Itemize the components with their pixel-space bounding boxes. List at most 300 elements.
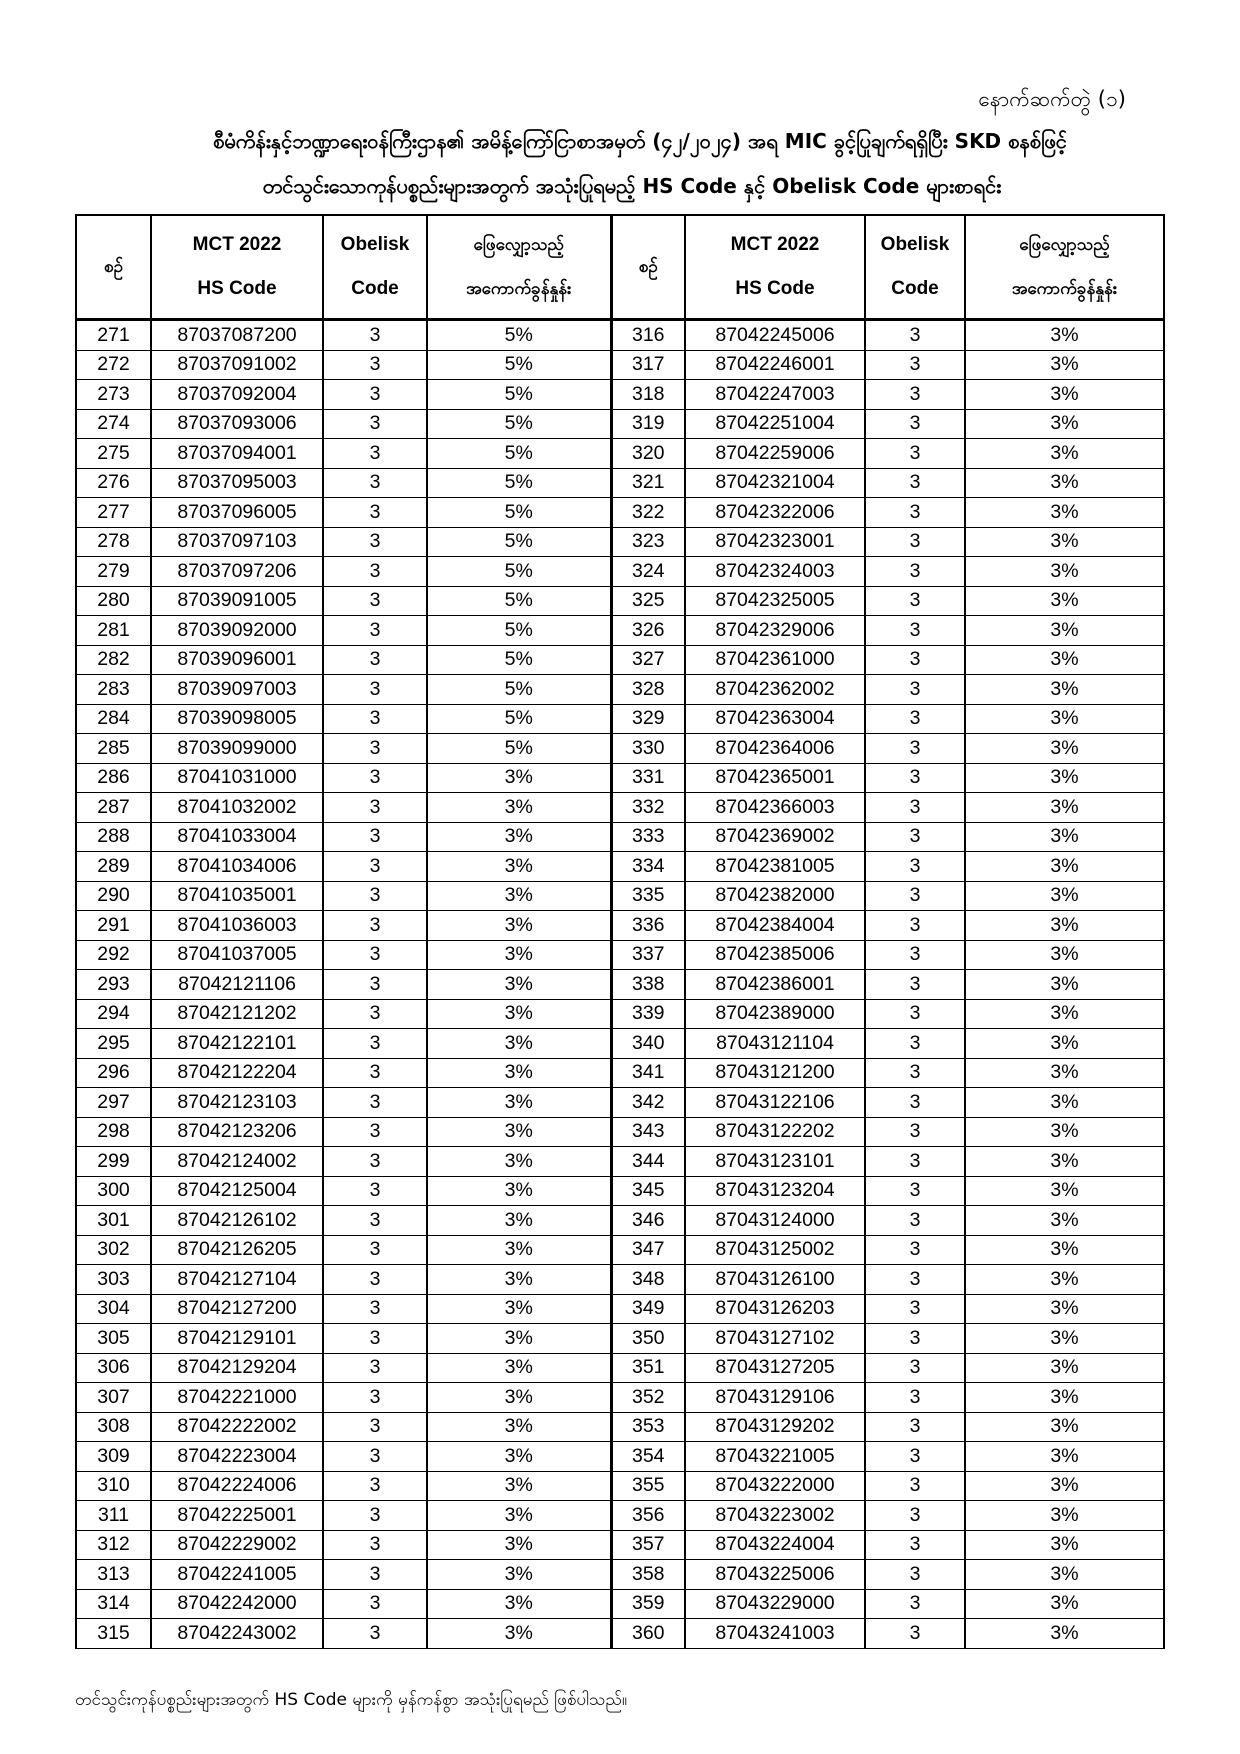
cell-hs-code-right: 87042363004 [685, 704, 865, 734]
cell-hs-code-right: 87043129106 [685, 1383, 865, 1413]
cell-hs-code-left: 87042223004 [151, 1442, 323, 1472]
cell-hs-code-left: 87042127104 [151, 1265, 323, 1295]
cell-rate-right: 3% [965, 557, 1164, 587]
cell-obelisk-left: 3 [323, 1442, 427, 1472]
cell-rate-left: 5% [427, 320, 611, 351]
cell-rate-left: 3% [427, 1294, 611, 1324]
table-row [76, 527, 1164, 557]
cell-rate-right: 3% [965, 940, 1164, 970]
cell-obelisk-left: 3 [323, 1294, 427, 1324]
cell-serial-left: 298 [76, 1117, 151, 1147]
cell-obelisk-right: 3 [865, 1619, 965, 1649]
cell-rate-left: 3% [427, 1265, 611, 1295]
cell-rate-left: 5% [427, 439, 611, 469]
cell-hs-code-right: 87042389000 [685, 999, 865, 1029]
cell-serial-right: 330 [611, 734, 685, 764]
cell-obelisk-right: 3 [865, 1560, 965, 1590]
cell-serial-left: 284 [76, 704, 151, 734]
cell-rate-left: 3% [427, 1619, 611, 1649]
cell-rate-left: 3% [427, 822, 611, 852]
cell-serial-right: 349 [611, 1294, 685, 1324]
table-row [76, 1088, 1164, 1118]
cell-rate-left: 3% [427, 852, 611, 882]
cell-serial-right: 339 [611, 999, 685, 1029]
cell-rate-left: 3% [427, 1029, 611, 1059]
cell-hs-code-right: 87043122106 [685, 1088, 865, 1118]
cell-hs-code-left: 87037091002 [151, 350, 323, 380]
cell-rate-left: 3% [427, 1530, 611, 1560]
cell-obelisk-right: 3 [865, 320, 965, 351]
header-obelisk-left [323, 215, 427, 320]
cell-serial-right: 323 [611, 527, 685, 557]
cell-hs-code-left: 87042121106 [151, 970, 323, 1000]
cell-hs-code-right: 87043127205 [685, 1353, 865, 1383]
cell-obelisk-right: 3 [865, 468, 965, 498]
cell-serial-left: 277 [76, 498, 151, 528]
table-row [76, 498, 1164, 528]
table-row [76, 320, 1164, 351]
cell-serial-right: 348 [611, 1265, 685, 1295]
cell-serial-right: 316 [611, 320, 685, 351]
header-rate-left [427, 215, 611, 320]
cell-hs-code-left: 87037097103 [151, 527, 323, 557]
cell-serial-right: 360 [611, 1619, 685, 1649]
table-row [76, 1530, 1164, 1560]
cell-obelisk-left: 3 [323, 1235, 427, 1265]
table-row [76, 439, 1164, 469]
cell-rate-right: 3% [965, 852, 1164, 882]
cell-obelisk-left: 3 [323, 439, 427, 469]
cell-serial-left: 307 [76, 1383, 151, 1413]
cell-hs-code-right: 87042381005 [685, 852, 865, 882]
header-rate-line1: ဖြေလျှော့သည့် [1019, 235, 1110, 255]
cell-serial-right: 356 [611, 1501, 685, 1531]
cell-hs-code-left: 87042225001 [151, 1501, 323, 1531]
cell-rate-left: 3% [427, 793, 611, 823]
cell-hs-code-right: 87042247003 [685, 380, 865, 410]
cell-obelisk-left: 3 [323, 1058, 427, 1088]
cell-rate-left: 5% [427, 645, 611, 675]
cell-rate-left: 5% [427, 675, 611, 705]
table-header-row [76, 215, 1164, 320]
cell-hs-code-left: 87041036003 [151, 911, 323, 941]
cell-rate-left: 3% [427, 1088, 611, 1118]
cell-serial-left: 314 [76, 1589, 151, 1619]
cell-obelisk-left: 3 [323, 409, 427, 439]
cell-obelisk-right: 3 [865, 763, 965, 793]
cell-serial-right: 354 [611, 1442, 685, 1472]
cell-serial-left: 311 [76, 1501, 151, 1531]
cell-hs-code-left: 87042222002 [151, 1412, 323, 1442]
cell-rate-left: 3% [427, 763, 611, 793]
cell-serial-left: 305 [76, 1324, 151, 1354]
cell-rate-left: 3% [427, 1206, 611, 1236]
cell-serial-right: 359 [611, 1589, 685, 1619]
cell-hs-code-right: 87043123204 [685, 1176, 865, 1206]
cell-obelisk-right: 3 [865, 940, 965, 970]
cell-serial-right: 336 [611, 911, 685, 941]
cell-hs-code-left: 87037093006 [151, 409, 323, 439]
cell-obelisk-right: 3 [865, 1176, 965, 1206]
cell-hs-code-left: 87042123103 [151, 1088, 323, 1118]
cell-hs-code-left: 87037097206 [151, 557, 323, 587]
cell-rate-right: 3% [965, 1442, 1164, 1472]
cell-rate-right: 3% [965, 439, 1164, 469]
cell-obelisk-left: 3 [323, 970, 427, 1000]
cell-serial-right: 345 [611, 1176, 685, 1206]
cell-hs-code-left: 87041034006 [151, 852, 323, 882]
cell-hs-code-left: 87037087200 [151, 320, 323, 351]
cell-rate-left: 5% [427, 380, 611, 410]
cell-serial-right: 353 [611, 1412, 685, 1442]
table-row [76, 1147, 1164, 1177]
cell-hs-code-right: 87042321004 [685, 468, 865, 498]
cell-rate-right: 3% [965, 1560, 1164, 1590]
cell-serial-right: 344 [611, 1147, 685, 1177]
cell-obelisk-right: 3 [865, 1206, 965, 1236]
cell-serial-right: 335 [611, 881, 685, 911]
cell-rate-left: 3% [427, 999, 611, 1029]
cell-hs-code-left: 87042129101 [151, 1324, 323, 1354]
cell-rate-right: 3% [965, 1471, 1164, 1501]
cell-obelisk-left: 3 [323, 380, 427, 410]
cell-serial-right: 357 [611, 1530, 685, 1560]
cell-obelisk-left: 3 [323, 1471, 427, 1501]
table-row [76, 763, 1164, 793]
cell-rate-right: 3% [965, 616, 1164, 646]
table-row [76, 1058, 1164, 1088]
cell-obelisk-left: 3 [323, 1206, 427, 1236]
table-row [76, 1412, 1164, 1442]
cell-serial-left: 294 [76, 999, 151, 1029]
cell-serial-left: 308 [76, 1412, 151, 1442]
cell-hs-code-right: 87042246001 [685, 350, 865, 380]
cell-rate-right: 3% [965, 1412, 1164, 1442]
cell-serial-left: 300 [76, 1176, 151, 1206]
cell-obelisk-left: 3 [323, 675, 427, 705]
cell-obelisk-left: 3 [323, 557, 427, 587]
cell-serial-left: 301 [76, 1206, 151, 1236]
cell-hs-code-left: 87042122204 [151, 1058, 323, 1088]
cell-serial-left: 297 [76, 1088, 151, 1118]
cell-rate-left: 5% [427, 734, 611, 764]
table-row [76, 1265, 1164, 1295]
table-row [76, 1383, 1164, 1413]
cell-obelisk-left: 3 [323, 1501, 427, 1531]
cell-serial-right: 334 [611, 852, 685, 882]
cell-rate-left: 5% [427, 586, 611, 616]
table-row [76, 468, 1164, 498]
table-row [76, 852, 1164, 882]
cell-hs-code-right: 87042364006 [685, 734, 865, 764]
cell-hs-code-right: 87043122202 [685, 1117, 865, 1147]
cell-rate-left: 5% [427, 409, 611, 439]
cell-hs-code-left: 87037095003 [151, 468, 323, 498]
cell-rate-right: 3% [965, 1383, 1164, 1413]
cell-rate-right: 3% [965, 498, 1164, 528]
cell-rate-left: 5% [427, 557, 611, 587]
table-row [76, 1560, 1164, 1590]
cell-rate-left: 5% [427, 527, 611, 557]
cell-hs-code-left: 87041031000 [151, 763, 323, 793]
table-row [76, 586, 1164, 616]
cell-serial-right: 327 [611, 645, 685, 675]
cell-serial-right: 340 [611, 1029, 685, 1059]
cell-rate-left: 3% [427, 1589, 611, 1619]
cell-rate-right: 3% [965, 1176, 1164, 1206]
cell-serial-right: 350 [611, 1324, 685, 1354]
cell-obelisk-left: 3 [323, 498, 427, 528]
cell-obelisk-right: 3 [865, 1442, 965, 1472]
cell-serial-left: 292 [76, 940, 151, 970]
table-row [76, 1117, 1164, 1147]
header-rate-line2: အကောက်ခွန်နှုန်း [466, 279, 572, 299]
cell-rate-right: 3% [965, 1029, 1164, 1059]
cell-obelisk-left: 3 [323, 852, 427, 882]
header-obelisk-right [865, 215, 965, 320]
cell-rate-left: 3% [427, 1176, 611, 1206]
cell-hs-code-left: 87041035001 [151, 881, 323, 911]
cell-obelisk-right: 3 [865, 409, 965, 439]
cell-hs-code-right: 87042369002 [685, 822, 865, 852]
cell-serial-left: 289 [76, 852, 151, 882]
cell-serial-left: 275 [76, 439, 151, 469]
cell-hs-code-right: 87043225006 [685, 1560, 865, 1590]
cell-rate-left: 3% [427, 1471, 611, 1501]
cell-hs-code-left: 87037092004 [151, 380, 323, 410]
annex-label: နောက်ဆက်တွဲ (၁) [978, 87, 1126, 111]
table-row [76, 1589, 1164, 1619]
cell-serial-left: 280 [76, 586, 151, 616]
cell-hs-code-left: 87042241005 [151, 1560, 323, 1590]
cell-obelisk-right: 3 [865, 1530, 965, 1560]
cell-rate-right: 3% [965, 320, 1164, 351]
cell-hs-code-left: 87042129204 [151, 1353, 323, 1383]
cell-obelisk-right: 3 [865, 645, 965, 675]
cell-hs-code-right: 87042251004 [685, 409, 865, 439]
cell-obelisk-right: 3 [865, 852, 965, 882]
cell-serial-left: 283 [76, 675, 151, 705]
cell-rate-right: 3% [965, 645, 1164, 675]
header-serial-right: စဉ် [611, 215, 685, 320]
cell-obelisk-left: 3 [323, 1147, 427, 1177]
table-row [76, 1029, 1164, 1059]
cell-serial-left: 295 [76, 1029, 151, 1059]
cell-serial-right: 331 [611, 763, 685, 793]
cell-rate-right: 3% [965, 1501, 1164, 1531]
cell-obelisk-right: 3 [865, 1412, 965, 1442]
table-row [76, 616, 1164, 646]
cell-hs-code-right: 87042365001 [685, 763, 865, 793]
cell-obelisk-right: 3 [865, 1294, 965, 1324]
cell-obelisk-left: 3 [323, 822, 427, 852]
cell-serial-left: 278 [76, 527, 151, 557]
cell-hs-code-left: 87042124002 [151, 1147, 323, 1177]
cell-obelisk-left: 3 [323, 1324, 427, 1354]
cell-serial-right: 351 [611, 1353, 685, 1383]
cell-serial-left: 306 [76, 1353, 151, 1383]
cell-hs-code-left: 87042229002 [151, 1530, 323, 1560]
cell-hs-code-right: 87043129202 [685, 1412, 865, 1442]
cell-rate-right: 3% [965, 1589, 1164, 1619]
cell-serial-left: 272 [76, 350, 151, 380]
cell-hs-code-right: 87043126100 [685, 1265, 865, 1295]
cell-obelisk-left: 3 [323, 1560, 427, 1590]
cell-obelisk-left: 3 [323, 999, 427, 1029]
cell-hs-code-left: 87042123206 [151, 1117, 323, 1147]
cell-serial-right: 342 [611, 1088, 685, 1118]
table-row [76, 793, 1164, 823]
cell-rate-right: 3% [965, 1324, 1164, 1354]
cell-rate-right: 3% [965, 734, 1164, 764]
cell-hs-code-right: 87042384004 [685, 911, 865, 941]
cell-obelisk-left: 3 [323, 645, 427, 675]
cell-obelisk-right: 3 [865, 1471, 965, 1501]
cell-serial-right: 325 [611, 586, 685, 616]
cell-obelisk-left: 3 [323, 793, 427, 823]
header-rate-right [965, 215, 1164, 320]
cell-serial-left: 312 [76, 1530, 151, 1560]
cell-hs-code-left: 87041037005 [151, 940, 323, 970]
cell-rate-right: 3% [965, 911, 1164, 941]
header-hs-code-left [151, 215, 323, 320]
header-rate-line2: အကောက်ခွန်နှုန်း [1011, 279, 1118, 299]
cell-hs-code-right: 87043121104 [685, 1029, 865, 1059]
cell-hs-code-left: 87042243002 [151, 1619, 323, 1649]
cell-hs-code-left: 87039096001 [151, 645, 323, 675]
cell-obelisk-right: 3 [865, 586, 965, 616]
cell-rate-left: 3% [427, 911, 611, 941]
cell-obelisk-right: 3 [865, 822, 965, 852]
cell-rate-left: 3% [427, 1058, 611, 1088]
cell-hs-code-right: 87043123101 [685, 1147, 865, 1177]
cell-hs-code-right: 87043224004 [685, 1530, 865, 1560]
document-title-line-1: စီမံကိန်းနှင့်ဘဏ္ဍာရေးဝန်ကြီးဌာန၏ အမိန့်ကြော်ငြာစာအမှတ် (၄၂/၂၀၂၄) အရ MIC ခွင့်ပြုချက်ရရှိပြီး SKD စနစ်ဖြင့် [213, 129, 1067, 153]
cell-serial-right: 326 [611, 616, 685, 646]
cell-serial-left: 296 [76, 1058, 151, 1088]
cell-obelisk-left: 3 [323, 1029, 427, 1059]
cell-hs-code-right: 87042329006 [685, 616, 865, 646]
cell-rate-right: 3% [965, 1353, 1164, 1383]
cell-rate-left: 5% [427, 498, 611, 528]
cell-rate-left: 3% [427, 1117, 611, 1147]
cell-serial-right: 347 [611, 1235, 685, 1265]
cell-obelisk-right: 3 [865, 1353, 965, 1383]
cell-obelisk-left: 3 [323, 911, 427, 941]
cell-hs-code-right: 87042322006 [685, 498, 865, 528]
cell-rate-left: 3% [427, 1235, 611, 1265]
table-row [76, 557, 1164, 587]
cell-obelisk-left: 3 [323, 1619, 427, 1649]
table-row [76, 1353, 1164, 1383]
cell-serial-right: 352 [611, 1383, 685, 1413]
cell-obelisk-right: 3 [865, 999, 965, 1029]
table-row [76, 409, 1164, 439]
cell-rate-right: 3% [965, 1147, 1164, 1177]
cell-rate-left: 3% [427, 1383, 611, 1413]
table-row [76, 1501, 1164, 1531]
hs-code-table [75, 214, 1165, 1649]
table-row [76, 704, 1164, 734]
cell-serial-right: 322 [611, 498, 685, 528]
cell-obelisk-right: 3 [865, 527, 965, 557]
table-row [76, 881, 1164, 911]
cell-serial-right: 319 [611, 409, 685, 439]
cell-obelisk-right: 3 [865, 557, 965, 587]
cell-hs-code-left: 87042121202 [151, 999, 323, 1029]
cell-serial-left: 279 [76, 557, 151, 587]
cell-hs-code-right: 87043125002 [685, 1235, 865, 1265]
cell-rate-right: 3% [965, 350, 1164, 380]
table-row [76, 1324, 1164, 1354]
header-ob-line2: Code [891, 278, 939, 299]
header-hs-code-right [685, 215, 865, 320]
cell-hs-code-right: 87042325005 [685, 586, 865, 616]
header-hs-line1: MCT 2022 [192, 234, 282, 255]
cell-hs-code-left: 87042221000 [151, 1383, 323, 1413]
cell-obelisk-left: 3 [323, 763, 427, 793]
cell-obelisk-right: 3 [865, 793, 965, 823]
cell-serial-left: 288 [76, 822, 151, 852]
cell-serial-right: 355 [611, 1471, 685, 1501]
cell-rate-right: 3% [965, 704, 1164, 734]
cell-rate-right: 3% [965, 822, 1164, 852]
cell-hs-code-left: 87039098005 [151, 704, 323, 734]
cell-hs-code-left: 87042127200 [151, 1294, 323, 1324]
cell-rate-left: 3% [427, 970, 611, 1000]
cell-obelisk-right: 3 [865, 734, 965, 764]
cell-obelisk-left: 3 [323, 1117, 427, 1147]
cell-obelisk-right: 3 [865, 1147, 965, 1177]
cell-hs-code-left: 87039091005 [151, 586, 323, 616]
cell-hs-code-right: 87042362002 [685, 675, 865, 705]
cell-hs-code-right: 87042386001 [685, 970, 865, 1000]
cell-serial-left: 299 [76, 1147, 151, 1177]
header-hs-line2: HS Code [197, 278, 277, 299]
cell-rate-right: 3% [965, 1265, 1164, 1295]
cell-hs-code-right: 87043241003 [685, 1619, 865, 1649]
table-body [76, 320, 1164, 1649]
cell-obelisk-right: 3 [865, 881, 965, 911]
footnote: တင်သွင်းကုန်ပစ္စည်းများအတွက် HS Code များကို မှန်ကန်စွာ အသုံးပြုရမည် ဖြစ်ပါသည်။ [75, 1690, 628, 1710]
cell-serial-left: 281 [76, 616, 151, 646]
cell-hs-code-left: 87042126205 [151, 1235, 323, 1265]
cell-obelisk-right: 3 [865, 675, 965, 705]
cell-rate-right: 3% [965, 1294, 1164, 1324]
cell-serial-right: 321 [611, 468, 685, 498]
cell-rate-left: 3% [427, 1442, 611, 1472]
cell-hs-code-left: 87039092000 [151, 616, 323, 646]
header-hs-line1: MCT 2022 [730, 234, 820, 255]
cell-rate-right: 3% [965, 1058, 1164, 1088]
cell-hs-code-left: 87037096005 [151, 498, 323, 528]
cell-hs-code-right: 87043222000 [685, 1471, 865, 1501]
table-row [76, 940, 1164, 970]
cell-hs-code-right: 87042245006 [685, 320, 865, 351]
cell-hs-code-right: 87043121200 [685, 1058, 865, 1088]
cell-obelisk-left: 3 [323, 734, 427, 764]
cell-hs-code-right: 87043223002 [685, 1501, 865, 1531]
table-row [76, 1235, 1164, 1265]
header-ob-line1: Obelisk [340, 234, 410, 255]
cell-hs-code-left: 87042224006 [151, 1471, 323, 1501]
cell-hs-code-left: 87041033004 [151, 822, 323, 852]
cell-hs-code-left: 87039097003 [151, 675, 323, 705]
cell-serial-left: 286 [76, 763, 151, 793]
cell-hs-code-right: 87042366003 [685, 793, 865, 823]
cell-rate-right: 3% [965, 1206, 1164, 1236]
cell-serial-right: 328 [611, 675, 685, 705]
